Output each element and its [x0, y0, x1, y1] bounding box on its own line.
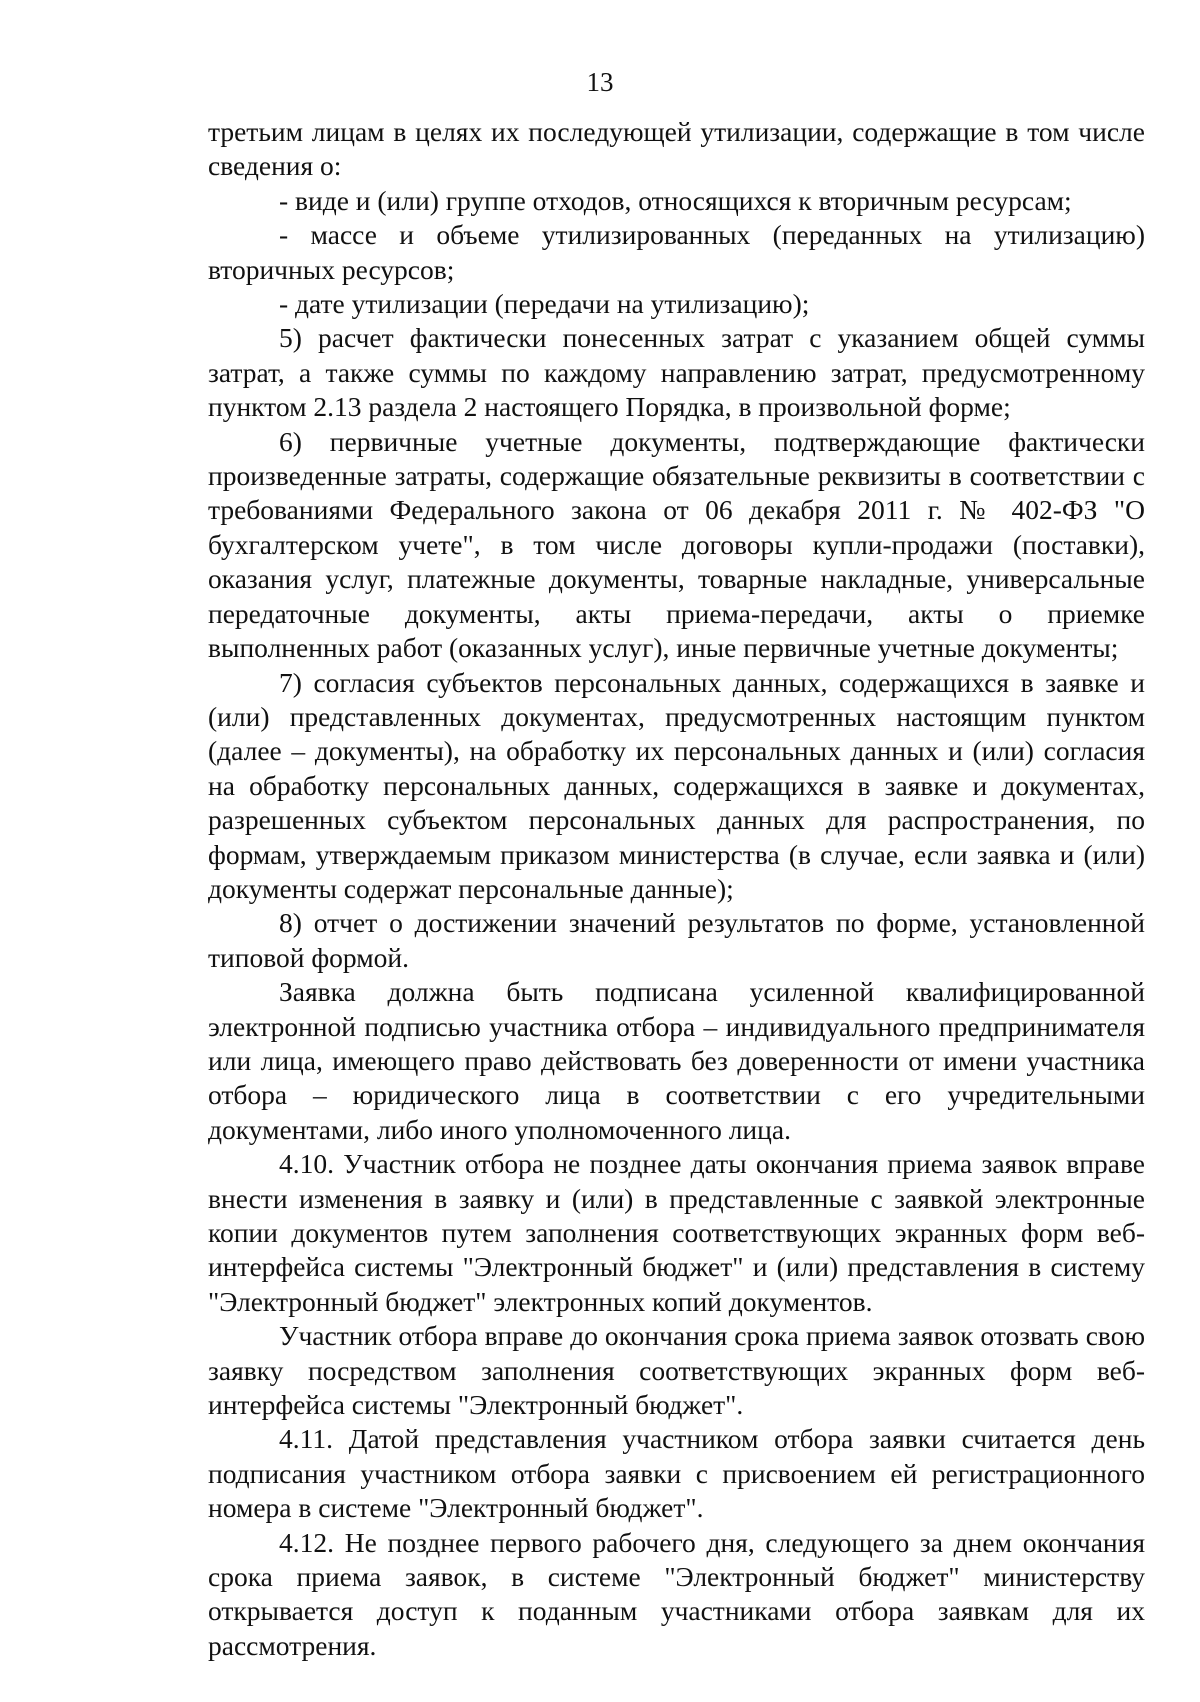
paragraph-item-8: 8) отчет о достижении значений результатов по форме, установленной типовой формой. [208, 907, 1145, 973]
paragraph-item-5: 5) расчет фактически понесенных затрат с указанием общей суммы затрат, а также суммы по каждому направлению затрат, предусмотренному пунктом 2.13 раздела 2 настоящего Порядка, в произвольной форме; [208, 322, 1145, 423]
document-body [208, 115, 1145, 1663]
paragraph-4-12: 4.12. Не позднее первого рабочего дня, следующего за днем окончания срока приема заявок, в системе "Электронный бюджет" министерству открывается доступ к поданным участниками отбора заявкам для их рассмотрения. [208, 1526, 1145, 1661]
paragraph-item-6: 6) первичные учетные документы, подтверждающие фактически произведенные затраты, содержащие обязательные реквизиты в соответствии с требованиями Федерального закона от 06 декабря 2011 г. № 402-ФЗ "О бухгалтерском учете", в том числе договоры купли-продажи (поставки), оказания услуг, платежные документы, товарные накладные, универсальные передаточные документы, акты приема-передачи, акты о приемке выполненных работ (оказанных услуг), иные первичные учетные документы; [208, 425, 1145, 664]
paragraph-signature: Заявка должна быть подписана усиленной квалифицированной электронной подписью участника отбора – индивидуального предпринимателя или лица, имеющего право действовать без доверенности от имени участника отбора – юридического лица в соответствии с его учредительными документами, либо иного уполномоченного лица. [208, 976, 1145, 1145]
page-number: 13 [586, 67, 614, 97]
list-item-waste-type: - виде и (или) группе отходов, относящихся к вторичным ресурсам; [279, 184, 1072, 216]
paragraph-4-11: 4.11. Датой представления участником отбора заявки считается день подписания участником отбора заявки с присвоением ей регистрационного номера в системе "Электронный бюджет". [208, 1423, 1145, 1524]
list-item-utilization-date: - дате утилизации (передачи на утилизацию); [279, 288, 810, 320]
paragraph-4-10: 4.10. Участник отбора не позднее даты окончания приема заявок вправе внести изменения в заявку и (или) в представленные с заявкой электронные копии документов путем заполнения соответствующих экранных форм веб-интерфейса системы "Электронный бюджет" и (или) представления в систему "Электронный бюджет" электронных копий документов. [208, 1148, 1145, 1317]
paragraph-continuation: третьим лицам в целях их последующей утилизации, содержащие в том числе сведения о: [208, 116, 1145, 182]
list-item-waste-mass: - массе и объеме утилизированных (переданных на утилизацию) вторичных ресурсов; [208, 219, 1145, 285]
paragraph-withdrawal: Участник отбора вправе до окончания срока приема заявок отозвать свою заявку посредством заполнения соответствующих экранных форм веб-интерфейса системы "Электронный бюджет". [208, 1320, 1145, 1421]
paragraph-item-7: 7) согласия субъектов персональных данных, содержащихся в заявке и (или) представленных документах, предусмотренных настоящим пунктом (далее – документы), на обработку их персональных данных и (или) согласия на обработку персональных данных, содержащихся в заявке и документах, разрешенных субъектом персональных данных для распространения, по формам, утверждаемым приказом министерства (в случае, если заявка и (или) документы содержат персональные данные); [208, 666, 1145, 904]
